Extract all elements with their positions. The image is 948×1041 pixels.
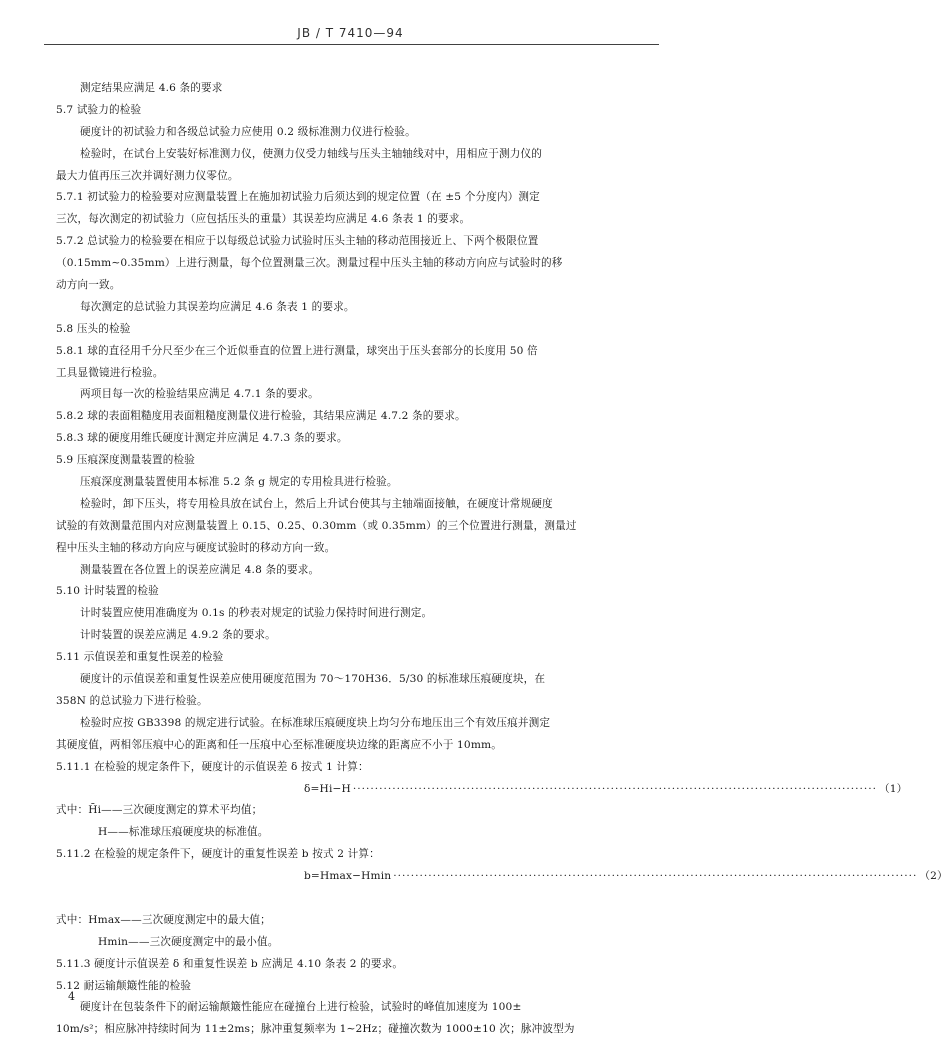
text-line: 5.10 计时装置的检验 (56, 585, 159, 598)
blank-line (56, 888, 659, 910)
text-line: 测定结果应满足 4.6 条的要求 (80, 82, 223, 94)
text-line: 测量装置在各位置上的误差应满足 4.8 条的要求。 (80, 563, 320, 576)
text-line: 5.7.1 初试验力的检验要对应测量装置上在施加初试验力后须达到的规定位置（在 ±5 个分度内）测定 (56, 191, 540, 204)
formula-line (56, 866, 948, 888)
text-line: 式中：Hmax——三次硬度测定中的最大值； (56, 913, 271, 926)
text-line: 5.8.3 球的硬度用维氏硬度计测定并应满足 4.7.3 条的要求。 (56, 432, 348, 445)
text-line: 5.7 试验力的检验 (56, 103, 142, 116)
text-line: （0.15mm∼0.35mm）上进行测量，每个位置测量三次。测量过程中压头主轴的移动方向应与试验时的移 (56, 257, 563, 270)
text-line: 三次，每次测定的初试验力（应包括压头的重量）其误差均应满足 4.6 条表 1 的要求。 (56, 213, 471, 226)
text-line: 5.11 示值误差和重复性误差的检验 (56, 651, 224, 664)
formula-expression: b=Hmax−Hmin (304, 870, 392, 883)
text-line: 动方向一致。 (56, 279, 121, 292)
text-line: 工具显微镜进行检验。 (56, 366, 164, 379)
text-line: 硬度计的初试验力和各级总试验力应使用 0.2 级标准测力仪进行检验。 (80, 125, 416, 138)
header-rule (44, 44, 659, 45)
text-line: 两项目每一次的检验结果应满足 4.7.1 条的要求。 (80, 388, 319, 401)
text-line: 每次测定的总试验力其误差均应满足 4.6 条表 1 的要求。 (80, 300, 355, 313)
formula-line (56, 779, 908, 801)
page-number: 4 (68, 990, 75, 1003)
text-line: 试验的有效测量范围内对应测量装置上 0.15、0.25、0.30mm（或 0.35mm）的三个位置进行测量，测量过 (56, 519, 577, 532)
text-line: 10m/s²；相应脉冲持续时间为 11±2ms；脉冲重复频率为 1∼2Hz；碰撞次数为 1000±10 次；脉冲波型为 (56, 1023, 575, 1036)
text-line: 计时装置的误差应满足 4.9.2 条的要求。 (80, 629, 276, 642)
formula-number: （1） (879, 782, 908, 795)
leader-dots: ························································································································ (352, 782, 877, 795)
text-line: 5.11.2 在检验的规定条件下，硬度计的重复性误差 b 按式 2 计算： (56, 848, 380, 861)
text-line: 检验时，卸下压头，将专用检具放在试台上，然后上升试台使其与主轴端面接触，在硬度计常规硬度 (80, 497, 553, 510)
text-line: 其硬度值，两相邻压痕中心的距离和任一压痕中心至标准硬度块边缘的距离应不小于 10mm。 (56, 738, 502, 751)
text-line: 5.7.2 总试验力的检验要在相应于以每级总试验力试验时压头主轴的移动范围接近上、下两个极限位置 (56, 235, 539, 248)
text-line: 5.8 压头的检验 (56, 322, 131, 335)
text-line: 5.8.1 球的直径用千分尺至少在三个近似垂直的位置上进行测量，球突出于压头套部分的长度用 50 倍 (56, 344, 538, 357)
formula-expression: δ=Hi−H (304, 782, 351, 795)
text-line: 检验时应按 GB3398 的规定进行试验。在标准球压痕硬度块上均匀分布地压出三个有效压痕并测定 (80, 716, 551, 729)
text-line: 式中：H̄i——三次硬度测定的算术平均值； (56, 804, 263, 817)
text-line: 5.11.1 在检验的规定条件下，硬度计的示值误差 δ 按式 1 计算： (56, 760, 369, 773)
text-line: 检验时，在试台上安装好标准测力仪，使测力仪受力轴线与压头主轴轴线对中，用相应于测力仪的 (80, 147, 542, 160)
document-body (56, 78, 948, 1041)
document-code-header: JB / T 7410—94 (297, 26, 404, 40)
text-line: 硬度计在包装条件下的耐运输颠簸性能应在碰撞台上进行检验，试验时的峰值加速度为 100± (80, 1001, 522, 1014)
leader-dots: ························································································································ (393, 870, 918, 883)
text-line: Hmin——三次硬度测定中的最小值。 (98, 935, 279, 948)
text-line: 5.11.3 硬度计示值误差 δ 和重复性误差 b 应满足 4.10 条表 2 的要求。 (56, 957, 404, 970)
formula-number: （2） (919, 870, 948, 883)
text-line: 计时装置应使用准确度为 0.1s 的秒表对规定的试验力保持时间进行测定。 (80, 607, 433, 620)
text-line: 最大力值再压三次并调好测力仪零位。 (56, 169, 239, 182)
text-line: 硬度计的示值误差和重复性误差应使用硬度范围为 70～170H36．5/30 的标准球压痕硬度块，在 (80, 673, 546, 686)
text-line: 5.9 压痕深度测量装置的检验 (56, 454, 195, 467)
text-line: 5.12 耐运输颠簸性能的检验 (56, 979, 192, 992)
text-line: H——标准球压痕硬度块的标准值。 (98, 826, 269, 839)
text-line: 压痕深度测量装置使用本标准 5.2 条 g 规定的专用检具进行检验。 (80, 476, 398, 489)
text-line: 358N 的总试验力下进行检验。 (56, 694, 208, 707)
text-line: 程中压头主轴的移动方向应与硬度试验时的移动方向一致。 (56, 541, 336, 554)
text-line: 5.8.2 球的表面粗糙度用表面粗糙度测量仪进行检验，其结果应满足 4.7.2 条的要求。 (56, 410, 466, 423)
